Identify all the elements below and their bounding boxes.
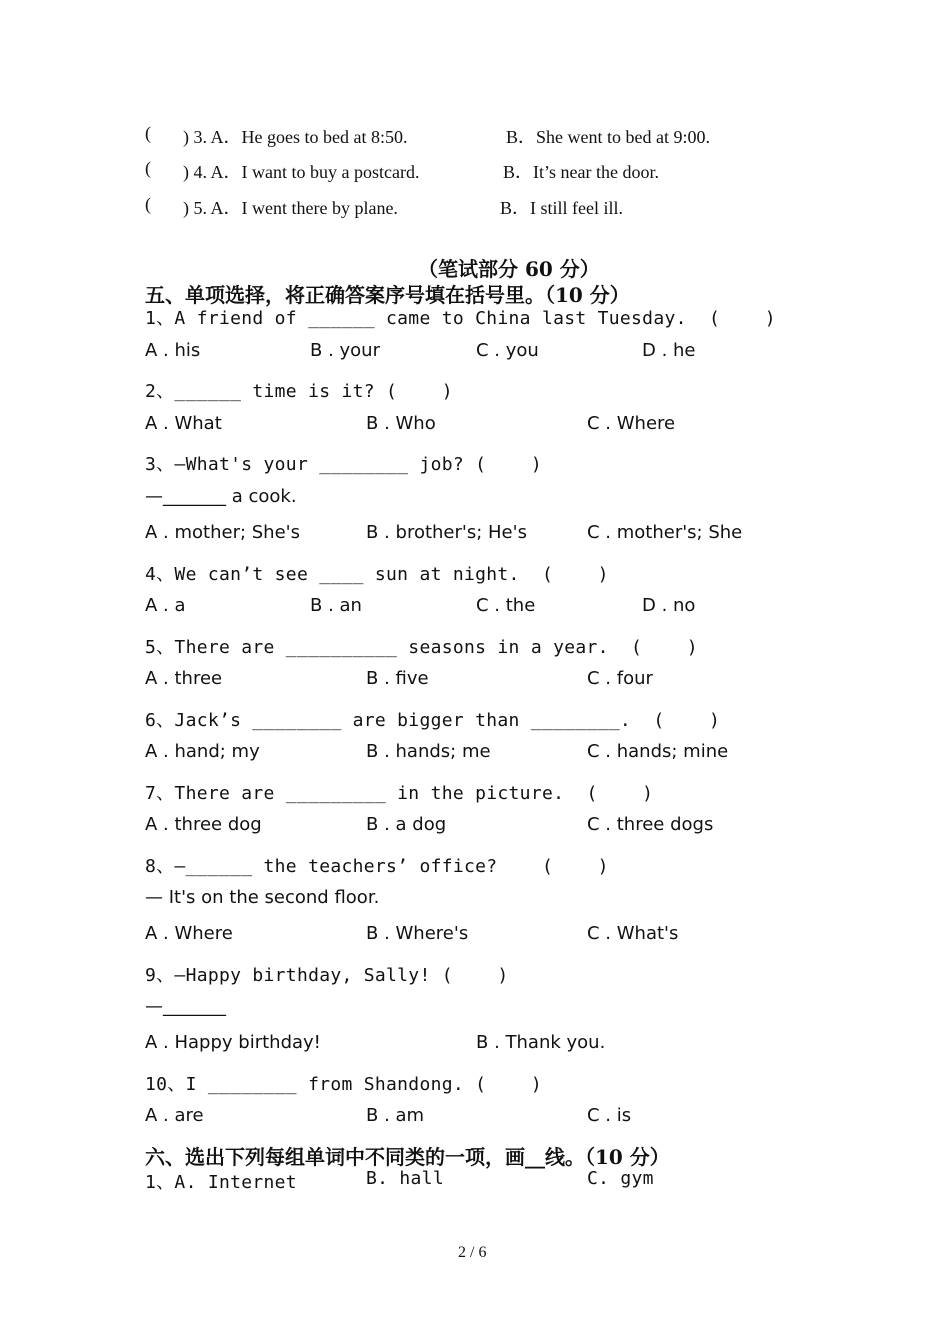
question-2: 2、______ time is it? ( )	[145, 381, 453, 402]
question-5: 5、There are __________ seasons in a year. ( )	[145, 637, 698, 658]
option: A . What	[145, 413, 222, 434]
section-6-title: 六、选出下列每组单词中不同类的一项，画__线。（10 分）	[145, 1145, 670, 1169]
section-5-title: 五、单项选择，将正确答案序号填在括号里。（10 分）	[145, 283, 630, 307]
word-group-1-b: B. hall	[366, 1168, 444, 1189]
option: B . an	[310, 595, 362, 616]
option: C . three dogs	[587, 814, 714, 835]
option: C . hands; mine	[587, 741, 729, 762]
option: C . four	[587, 668, 653, 689]
answer-line: —_______ a cook.	[145, 486, 297, 507]
question-6: 6、Jack’s ________ are bigger than ________. ( )	[145, 710, 721, 731]
option: C . Where	[587, 413, 676, 434]
question-8: 8、—______ the teachers’ office? ( )	[145, 856, 609, 877]
option: D . he	[642, 340, 696, 361]
option: C . What's	[587, 923, 679, 944]
option: B . a dog	[366, 814, 447, 835]
page-number: 2 / 6	[458, 1244, 487, 1261]
question-10: 10、I ________ from Shandong. ( )	[145, 1074, 542, 1095]
option: A . his	[145, 340, 201, 361]
option: B . Who	[366, 413, 436, 434]
option: C . the	[476, 595, 536, 616]
option: A . Where	[145, 923, 233, 944]
option: A . three	[145, 668, 223, 689]
word-group-1-c: C. gym	[587, 1168, 654, 1189]
word-group-1-a: 1、A. Internet	[145, 1172, 297, 1193]
option: B . your	[310, 340, 380, 361]
written-part-title: （笔试部分 60 分）	[418, 257, 600, 281]
question-7: 7、There are _________ in the picture. ( )	[145, 783, 654, 804]
option: A . three dog	[145, 814, 262, 835]
answer-line: — It's on the second floor.	[145, 887, 380, 908]
answer-line: —_______	[145, 996, 226, 1017]
listening-option-a: ) 3. A．He goes to bed at 8:50.	[183, 127, 408, 147]
option: A . Happy birthday!	[145, 1032, 321, 1053]
option: D . no	[642, 595, 696, 616]
question-1: 1、A friend of ______ came to China last Tuesday. ( )	[145, 308, 776, 329]
answer-paren: (	[145, 194, 151, 214]
option: A . mother; She's	[145, 522, 300, 543]
option: B . am	[366, 1105, 425, 1126]
listening-option-a: ) 5. A．I went there by plane.	[183, 198, 398, 218]
listening-option-a: ) 4. A．I want to buy a postcard.	[183, 162, 420, 182]
option: A . a	[145, 595, 186, 616]
listening-option-b: B．It’s near the door.	[503, 162, 659, 182]
option: C . you	[476, 340, 539, 361]
question-3: 3、—What's your ________ job? ( )	[145, 454, 542, 475]
option: A . hand; my	[145, 741, 260, 762]
answer-paren: (	[145, 158, 151, 178]
option: B . five	[366, 668, 429, 689]
option: C . mother's; She	[587, 522, 743, 543]
question-9: 9、—Happy birthday, Sally! ( )	[145, 965, 509, 986]
listening-option-b: B．She went to bed at 9:00.	[506, 127, 710, 147]
question-4: 4、We can’t see ____ sun at night. ( )	[145, 564, 609, 585]
option: B . hands; me	[366, 741, 491, 762]
listening-option-b: B．I still feel ill.	[500, 198, 623, 218]
option: A . are	[145, 1105, 204, 1126]
option: C . is	[587, 1105, 632, 1126]
option: B . brother's; He's	[366, 522, 527, 543]
answer-paren: (	[145, 123, 151, 143]
option: B . Where's	[366, 923, 469, 944]
option: B . Thank you.	[476, 1032, 606, 1053]
